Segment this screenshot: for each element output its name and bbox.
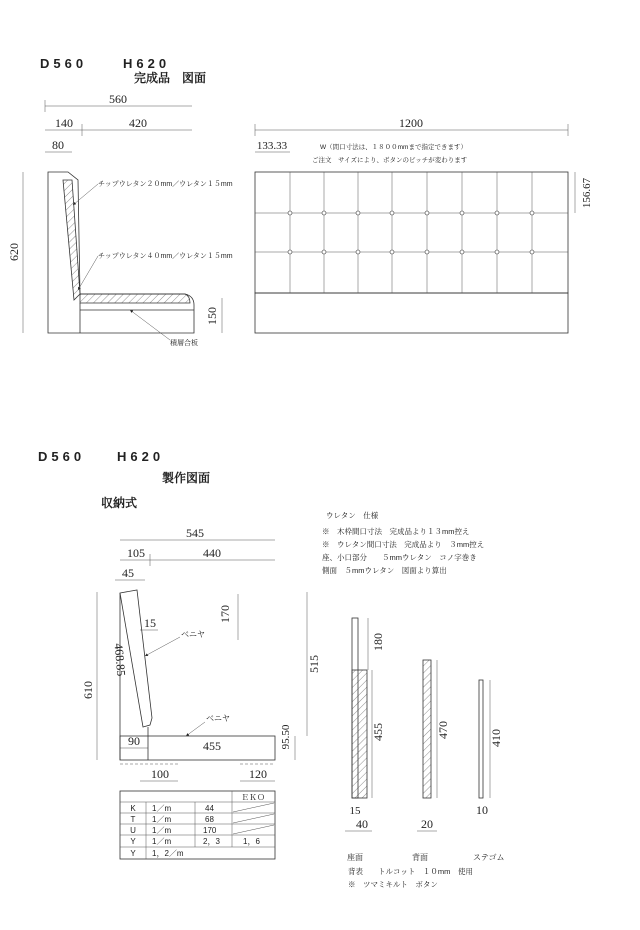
- dim-10: 10: [476, 803, 488, 817]
- dim-140: 140: [55, 116, 73, 130]
- table-cell-qty: 1／m: [152, 826, 172, 835]
- top-front-view: [255, 172, 568, 333]
- dim-170: 170: [218, 605, 232, 623]
- dim-45: 45: [122, 566, 134, 580]
- table-cell-val: 170: [203, 826, 217, 835]
- top-front-dimensions: [255, 116, 593, 213]
- table-cell-val: 2，3: [203, 837, 220, 846]
- dim-120: 120: [249, 767, 267, 781]
- table-cell-qty: 1／m: [152, 837, 172, 846]
- dim-156-67: 156.67: [581, 177, 593, 209]
- dim-95-50: 95.50: [280, 724, 292, 750]
- parts-views: [345, 618, 503, 831]
- spec-line-1: ※ 木枠間口寸法 完成品より１３mm控え: [322, 527, 470, 536]
- dim-90: 90: [128, 734, 140, 748]
- dim-470: 470: [436, 721, 450, 739]
- bottom-model-label: D560: [38, 449, 86, 464]
- table-cell-val: 44: [205, 804, 214, 813]
- dim-410: 410: [489, 729, 503, 747]
- spec-line-2: ※ ウレタン間口寸法 完成品より ３mm控え: [322, 540, 485, 549]
- table-cell-qty: 1，2／m: [152, 849, 184, 858]
- bottom-subtitle: 製作図面: [162, 471, 211, 485]
- top-height-label: H620: [123, 56, 171, 71]
- top-section: [7, 56, 593, 347]
- dim-180: 180: [371, 633, 385, 651]
- tufting-grid: [255, 172, 568, 293]
- frame-dimensions: [81, 526, 321, 781]
- label-stegom: ステゴム: [473, 853, 505, 862]
- dim-15-part: 15: [349, 805, 361, 817]
- dim-560: 560: [109, 92, 127, 106]
- table-header-eko: ＥＫＯ: [241, 793, 265, 802]
- dim-1200: 1200: [399, 116, 423, 130]
- dim-455: 455: [203, 739, 221, 753]
- spec-title: ウレタン 仕様: [326, 511, 379, 520]
- label-seat: 座面: [347, 853, 363, 862]
- dim-455-part: 455: [371, 723, 385, 741]
- note-button: ※ ツマミキルト ボタン: [348, 880, 438, 889]
- top-model-label: D560: [40, 56, 88, 71]
- spec-line-3: 座、小口部分 ５mmウレタン コノ字巻き: [322, 553, 477, 562]
- dim-440: 440: [203, 546, 221, 560]
- table-cell-eko: 1，6: [243, 837, 260, 846]
- note-back-urethane: チップウレタン２０mm／ウレタン１５mm: [98, 181, 233, 188]
- top-subtitle: 完成品 図面: [134, 71, 207, 85]
- dim-610: 610: [81, 681, 95, 699]
- dim-468-85: 468.85: [111, 642, 129, 677]
- table-cell-qty: 1／m: [152, 804, 172, 813]
- dim-133-33: 133.33: [256, 140, 288, 152]
- dim-545: 545: [186, 526, 204, 540]
- note-seat-urethane: チップウレタン４０mm／ウレタン１５mm: [98, 253, 233, 260]
- note-width: W（間口寸法は、１８００mmまで指定できます）: [320, 144, 467, 151]
- table-cell-val: 68: [205, 815, 214, 824]
- table-cell-code: U: [130, 826, 136, 835]
- table-cell-code: Y: [130, 849, 136, 858]
- dim-620: 620: [7, 243, 21, 261]
- dim-20: 20: [421, 817, 433, 831]
- spec-line-4: 側面 ５mmウレタン 図面より算出: [322, 566, 447, 575]
- table-cell-qty: 1／m: [152, 815, 172, 824]
- dim-40: 40: [356, 817, 368, 831]
- table-cell-code: Y: [130, 837, 136, 846]
- note-veneer-back: ベニヤ: [181, 630, 205, 639]
- bottom-section: [38, 449, 505, 889]
- bottom-height-label: H620: [117, 449, 165, 464]
- type-label: 収納式: [101, 496, 138, 510]
- table-cell-code: T: [130, 815, 136, 824]
- note-veneer-seat: ベニヤ: [206, 714, 230, 723]
- note-caution: ご注文 サイズにより、ボタンのピッチが変わります: [312, 157, 468, 164]
- dim-100: 100: [151, 767, 169, 781]
- note-fabric: 背表 トルコット １０mm 使用: [348, 867, 473, 876]
- material-table: [120, 791, 275, 859]
- dim-420: 420: [129, 116, 147, 130]
- dim-150: 150: [205, 307, 219, 325]
- note-plywood: 積層合板: [170, 340, 198, 347]
- table-cell-code: K: [130, 804, 136, 813]
- dim-80: 80: [52, 138, 64, 152]
- urethane-spec: [322, 510, 484, 575]
- label-back: 背面: [412, 853, 428, 862]
- dim-105: 105: [127, 546, 145, 560]
- dim-515: 515: [307, 655, 321, 673]
- dim-15: 15: [144, 616, 156, 630]
